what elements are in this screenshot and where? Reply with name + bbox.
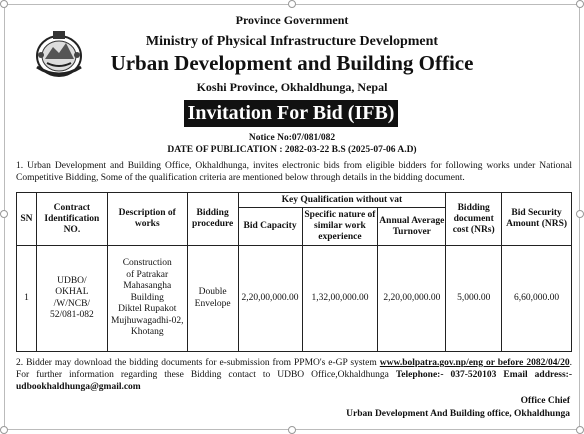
office-address: Koshi Province, Okhaldhunga, Nepal	[196, 80, 388, 94]
cell-line: of Patrakar	[126, 269, 169, 280]
header-key-qualification: Key Qualification without vat	[238, 193, 446, 208]
signature-office: Urban Development And Building office, Okhaldhunga	[346, 409, 570, 419]
cell-contract-id	[36, 246, 107, 352]
cell-line: Diktel Rupakot	[118, 304, 177, 315]
government-heading: Province Government	[235, 13, 349, 27]
cell-procedure	[187, 246, 238, 352]
download-text: 2. Bidder may download the bidding documents for e-submission from PPMO's e-GP system	[16, 358, 380, 368]
corner-mark	[576, 0, 584, 8]
cell-doc-cost: 5,000.00	[446, 246, 502, 352]
cell-line: 52/081-082	[49, 310, 94, 320]
notice-number: Notice No:07/081/082	[248, 133, 336, 143]
signature-title: Office Chief	[520, 396, 570, 406]
corner-mark	[576, 426, 584, 434]
corner-mark	[0, 210, 8, 218]
cell-turnover: 2,20,00,000.00	[378, 246, 446, 352]
corner-mark	[0, 426, 8, 434]
cell-line: Building	[130, 292, 164, 303]
invitation-paragraph: 1. Urban Development and Building Office, Okhaldhunga, invites electronic bids from eligible bidders for following works under National Competitive Bidding, Some of the qualification criteria are mentioned below through details in the bidding document.	[16, 161, 572, 183]
header-specific-experience: Specific nature of similar work experience	[302, 208, 378, 246]
cell-sn: 1	[17, 246, 37, 352]
cell-line: Khotang	[130, 327, 164, 338]
contact-details: Telephone:- 037-520103 Email address:- udbookhaldhunga@gmail.com	[16, 370, 572, 392]
header-sn: SN	[17, 193, 37, 246]
cell-bid-security: 6,60,000.00	[502, 246, 572, 352]
table-row	[17, 246, 572, 352]
cell-line: UDBO/	[57, 275, 87, 286]
header-bid-capacity: Bid Capacity	[238, 208, 302, 246]
contact-text: . For further information regarding these Bidding contact to UDBO Office,Okhaldhunga	[16, 358, 573, 380]
cell-description	[107, 246, 187, 352]
cell-line: Envelope	[194, 298, 231, 309]
bid-table	[16, 192, 572, 352]
cell-line: Mujhuwagadhi-02,	[110, 315, 184, 326]
corner-mark	[0, 0, 8, 8]
document-title: Invitation For Bid (IFB)	[184, 100, 398, 127]
cell-line: Construction	[122, 258, 172, 269]
cell-line: OKHAL	[55, 287, 89, 297]
download-paragraph	[16, 357, 572, 393]
ministry-heading: Ministry of Physical Infrastructure Development	[145, 34, 439, 49]
header-description: Description of works	[107, 193, 187, 246]
header-doc-cost: Bidding document cost (NRs)	[446, 193, 502, 246]
header-contract-id: Contract Identification NO.	[36, 193, 107, 246]
cell-line: Double	[198, 287, 227, 297]
corner-mark	[288, 426, 296, 434]
publication-date: DATE OF PUBLICATION : 2082-03-22 B.S (2025-07-06 A.D)	[167, 145, 417, 155]
corner-mark	[288, 0, 296, 8]
header-bid-security: Bid Security Amount (NRS)	[502, 193, 572, 246]
office-heading: Urban Development and Building Office	[110, 51, 474, 75]
cell-line: Mahasangha	[123, 281, 172, 292]
corner-mark	[576, 210, 584, 218]
cell-bid-capacity: 2,20,00,000.00	[238, 246, 302, 352]
cell-specific-experience: 1,32,00,000.00	[302, 246, 378, 352]
bolpatra-link[interactable]: www.bolpatra.gov.np/eng or before 2082/04/20	[379, 358, 570, 368]
header-procedure: Bidding procedure	[187, 193, 238, 246]
header-turnover: Annual Average Turnover	[378, 208, 446, 246]
cell-line: /W/NCB/	[53, 298, 91, 309]
